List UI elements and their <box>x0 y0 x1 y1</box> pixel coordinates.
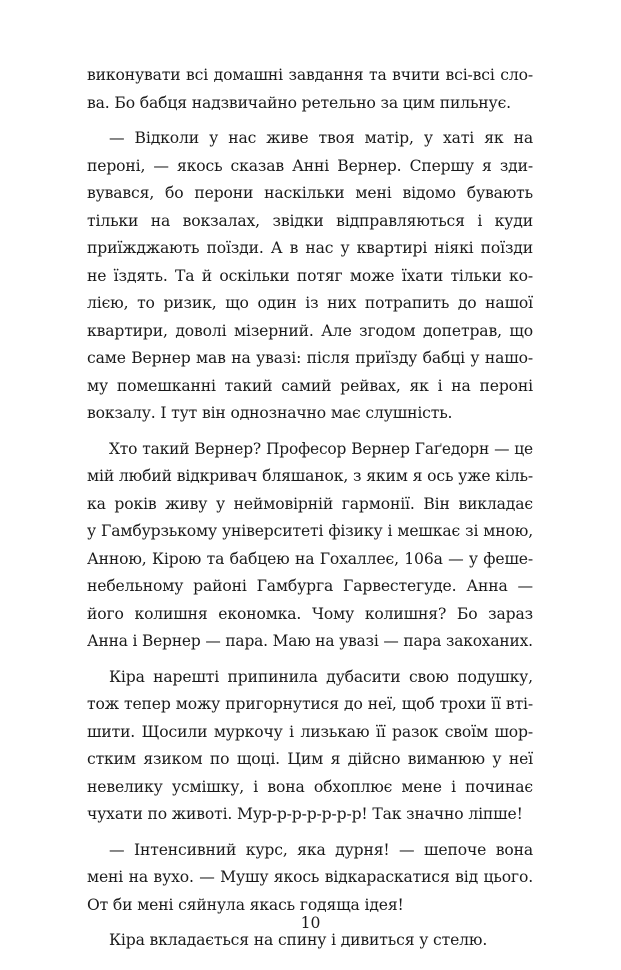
text-line: От би мені сяйнула якась годяща ідея! <box>87 895 404 914</box>
text-line: невелику усмішку, і вона обхоплює мене і починає <box>87 777 533 796</box>
text-line: Кіра вкладається на спину і дивиться у стелю. <box>109 931 488 949</box>
text-line: — Відколи у нас живе твоя матір, у хаті як на <box>109 129 533 147</box>
text-line: мій любий відкривач бляшанок, з яким я ось уже кіль- <box>87 467 533 485</box>
text-line: мені на вухо. — Мушу якось відкараскатися від цього. <box>87 868 533 886</box>
text-line: пероні, — якось сказав Анні Вернер. Спершу я зди- <box>87 156 533 175</box>
text-line: Анною, Кірою та бабцею на Гохаллеє, 106а — у феше- <box>87 549 533 568</box>
text-line: лією, то ризик, що один із них потрапить до нашої <box>87 294 533 312</box>
text-line: ва. Бо бабця надзвичайно ретельно за цим пильнує. <box>87 93 511 112</box>
paragraph <box>87 664 533 829</box>
text-line: у Гамбурзькому університеті фізику і мешкає зі мною, <box>87 522 533 540</box>
text-line: вокзалу. І тут він однозначно має слушність. <box>87 404 453 422</box>
text-line: квартири, доволі мізерний. Але згодом допетрав, що <box>87 321 533 340</box>
text-line: шити. Щосили муркочу і лизькаю її разок своїм шор- <box>87 722 533 741</box>
text-line: Кіра нарешті припинила дубасити свою подушку, <box>109 667 533 686</box>
paragraph <box>87 837 533 920</box>
text-line: — Інтенсивний курс, яка дурня! — шепоче вона <box>109 840 533 859</box>
text-line: саме Вернер мав на увазі: після приїзду бабці у нашо- <box>87 349 533 367</box>
paragraph <box>87 125 533 428</box>
paragraph <box>87 62 533 117</box>
page-number: 10 <box>300 914 321 932</box>
text-line: Анна і Вернер — пара. Маю на увазі — пара закоханих. <box>87 632 533 650</box>
text-line: тільки на вокзалах, звідки відправляються і куди <box>87 211 533 230</box>
text-line: виконувати всі домашні завдання та вчити всі-всі сло- <box>87 66 533 84</box>
page-body <box>87 62 533 955</box>
paragraph <box>87 436 533 656</box>
text-line: ка років живу у неймовірній гармонії. Він викладає <box>87 494 533 513</box>
text-line: му помешканні такий самий рейвах, як і на пероні <box>87 376 533 395</box>
text-line: тож тепер можу пригорнутися до неї, щоб трохи її вті- <box>87 695 533 713</box>
text-line: його колишня економка. Чому колишня? Бо зараз <box>87 604 533 623</box>
text-line: не їздять. Та й оскільки потяг може їхати тільки ко- <box>87 266 533 285</box>
text-line: приїжджають поїзди. А в нас у квартирі ніякі поїзди <box>87 239 533 257</box>
text-line: небельному районі Гамбурга Гарвестегуде. Анна — <box>87 577 533 595</box>
text-line: чухати по животі. Мур-р-р-р-р-р-р! Так значно ліпше! <box>87 805 523 823</box>
text-line: вувався, бо перони наскільки мені відомо бувають <box>87 184 533 202</box>
text-line: Хто такий Вернер? Професор Вернер Гаґедорн — це <box>109 439 533 458</box>
text-line: стким язиком по щоці. Цим я дійсно виманюю у неї <box>87 750 533 768</box>
